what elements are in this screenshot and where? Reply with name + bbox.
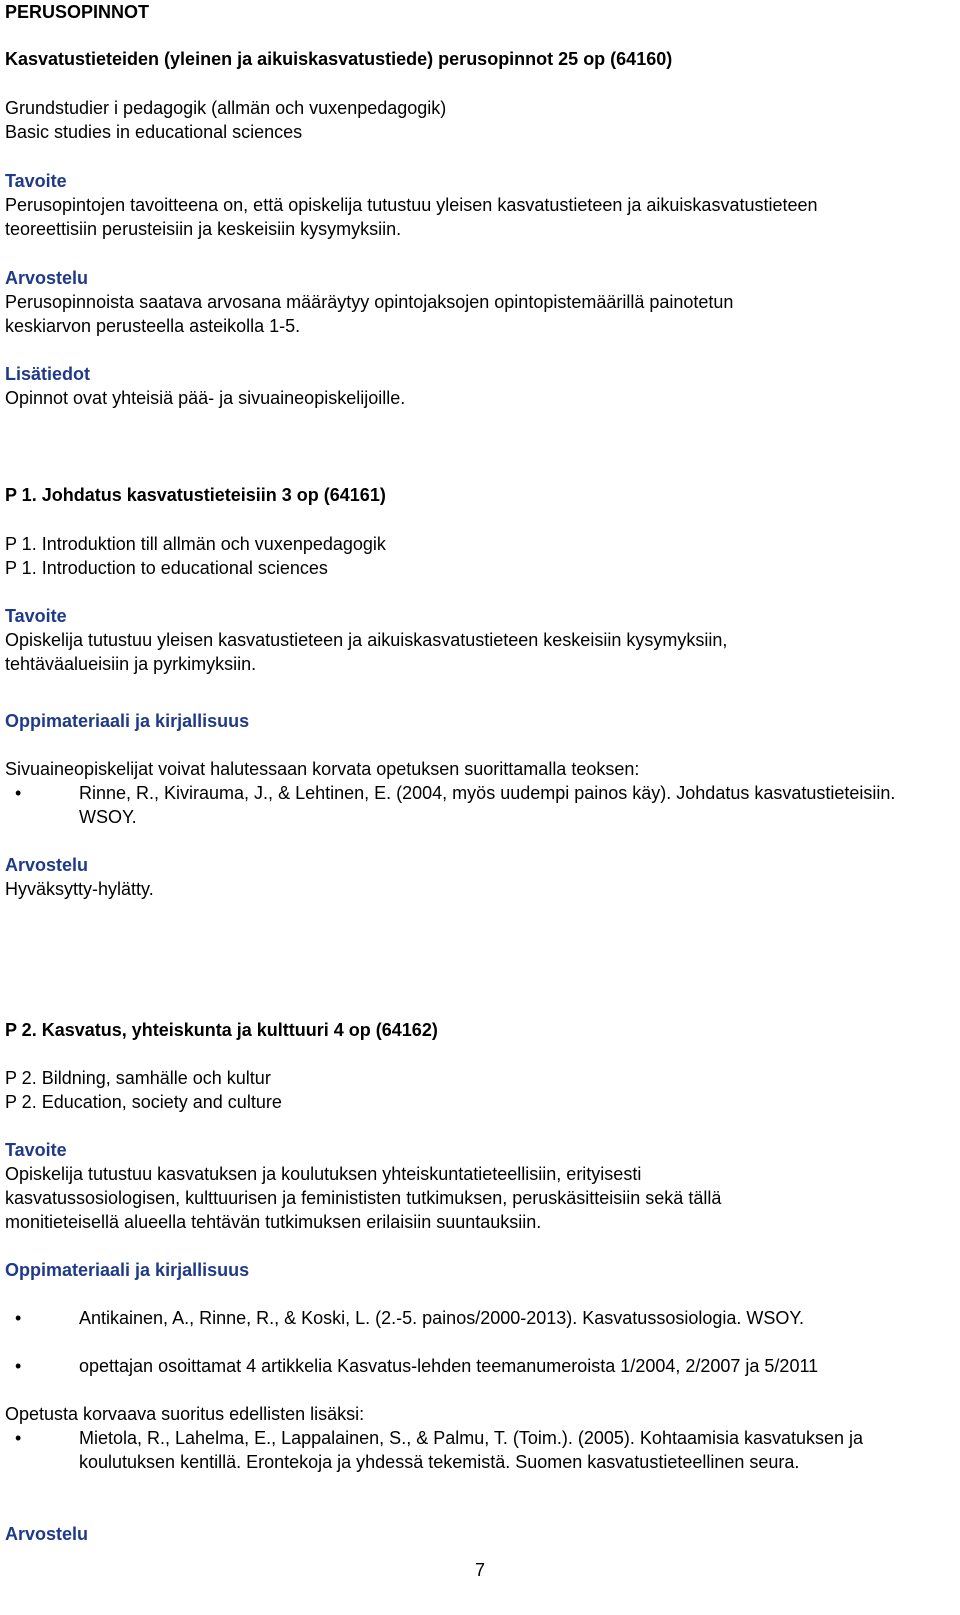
p2-tavoite-line: kasvatussosiologisen, kulttuurisen ja feminististen tutkimuksen, peruskäsitteisiin sekä tällä <box>5 1188 722 1208</box>
p2-extra-intro: Opetusta korvaava suoritus edellisten lisäksi: <box>5 1404 365 1424</box>
material-citation: Rinne, R., Kivirauma, J., & Lehtinen, E. (2004, myös uudempi painos käy). Johdatus kasvatustieteisiin. WSOY. <box>79 783 896 827</box>
bullet-icon: • <box>15 1356 22 1376</box>
bullet-icon: • <box>15 783 22 803</box>
material-citation: opettajan osoittamat 4 artikkelia Kasvatus-lehden teemanumeroista 1/2004, 2/2007 ja 5/2011 <box>79 1356 819 1376</box>
p1-tavoite-line: tehtäväalueisiin ja pyrkimyksiin. <box>5 654 257 674</box>
material-citation: Antikainen, A., Rinne, R., & Koski, L. (2.-5. painos/2000-2013). Kasvatussosiologia. WSOY. <box>79 1308 805 1328</box>
intro-tavoite-line: teoreettisiin perusteisiin ja keskeisiin kysymyksiin. <box>5 219 402 239</box>
p1-arvostelu-text: Hyväksytty-hylätty. <box>5 879 154 899</box>
intro-tavoite-line: Perusopintojen tavoitteena on, että opiskelija tutustuu yleisen kasvatustieteen ja aikuiskasvatustieteen <box>5 195 818 215</box>
p1-materials-label: Oppimateriaali ja kirjallisuus <box>5 711 250 731</box>
intro-arvostelu-line: keskiarvon perusteella asteikolla 1-5. <box>5 316 301 336</box>
p2-alt-title-english: P 2. Education, society and culture <box>5 1092 282 1112</box>
alt-title-english: Basic studies in educational sciences <box>5 122 303 142</box>
intro-lisatiedot-text: Opinnot ovat yhteisiä pää- ja sivuaineopiskelijoille. <box>5 388 406 408</box>
p2-tavoite-line: Opiskelija tutustuu kasvatuksen ja koulutuksen yhteiskuntatieteellisiin, erityisesti <box>5 1164 642 1184</box>
p1-alt-title-swedish: P 1. Introduktion till allmän och vuxenpedagogik <box>5 534 386 554</box>
p1-materials-intro: Sivuaineopiskelijat voivat halutessaan korvata opetuksen suorittamalla teoksen: <box>5 759 640 779</box>
p1-tavoite-line: Opiskelija tutustuu yleisen kasvatustieteen ja aikuiskasvatustieteen keskeisiin kysymyksiin, <box>5 630 728 650</box>
main-heading: Kasvatustieteiden (yleinen ja aikuiskasvatustiede) perusopinnot 25 op (64160) <box>5 49 673 69</box>
extra-citation: Mietola, R., Lahelma, E., Lappalainen, S., & Palmu, T. (Toim.). (2005). Kohtaamisia kasvatuksen ja koulutuksen kentillä. Erontekoja ja yhdessä tekemistä. Suomen kasvatustieteellinen seura. <box>79 1428 864 1472</box>
section-title: PERUSOPINNOT <box>5 2 150 22</box>
p1-tavoite-label: Tavoite <box>5 606 67 626</box>
intro-arvostelu-line: Perusopinnoista saatava arvosana määräytyy opintojaksojen opintopistemäärillä painotetun <box>5 292 734 312</box>
p2-tavoite-label: Tavoite <box>5 1140 67 1160</box>
p2-title: P 2. Kasvatus, yhteiskunta ja kulttuuri 4 op (64162) <box>5 1020 438 1040</box>
p2-arvostelu-label: Arvostelu <box>5 1524 89 1544</box>
p1-alt-title-english: P 1. Introduction to educational sciences <box>5 558 328 578</box>
intro-arvostelu-label: Arvostelu <box>5 268 89 288</box>
p2-tavoite-line: monitieteisellä alueella tehtävän tutkimuksen erilaisiin suuntauksiin. <box>5 1212 542 1232</box>
bullet-icon: • <box>15 1308 22 1328</box>
intro-lisatiedot-label: Lisätiedot <box>5 364 91 384</box>
p1-arvostelu-label: Arvostelu <box>5 855 89 875</box>
intro-tavoite-label: Tavoite <box>5 171 67 191</box>
p2-materials-label: Oppimateriaali ja kirjallisuus <box>5 1260 250 1280</box>
p2-alt-title-swedish: P 2. Bildning, samhälle och kultur <box>5 1068 271 1088</box>
page-number: 7 <box>474 1560 485 1580</box>
bullet-icon: • <box>15 1428 22 1448</box>
alt-title-swedish: Grundstudier i pedagogik (allmän och vuxenpedagogik) <box>5 98 447 118</box>
p1-title: P 1. Johdatus kasvatustieteisiin 3 op (64161) <box>5 485 386 505</box>
